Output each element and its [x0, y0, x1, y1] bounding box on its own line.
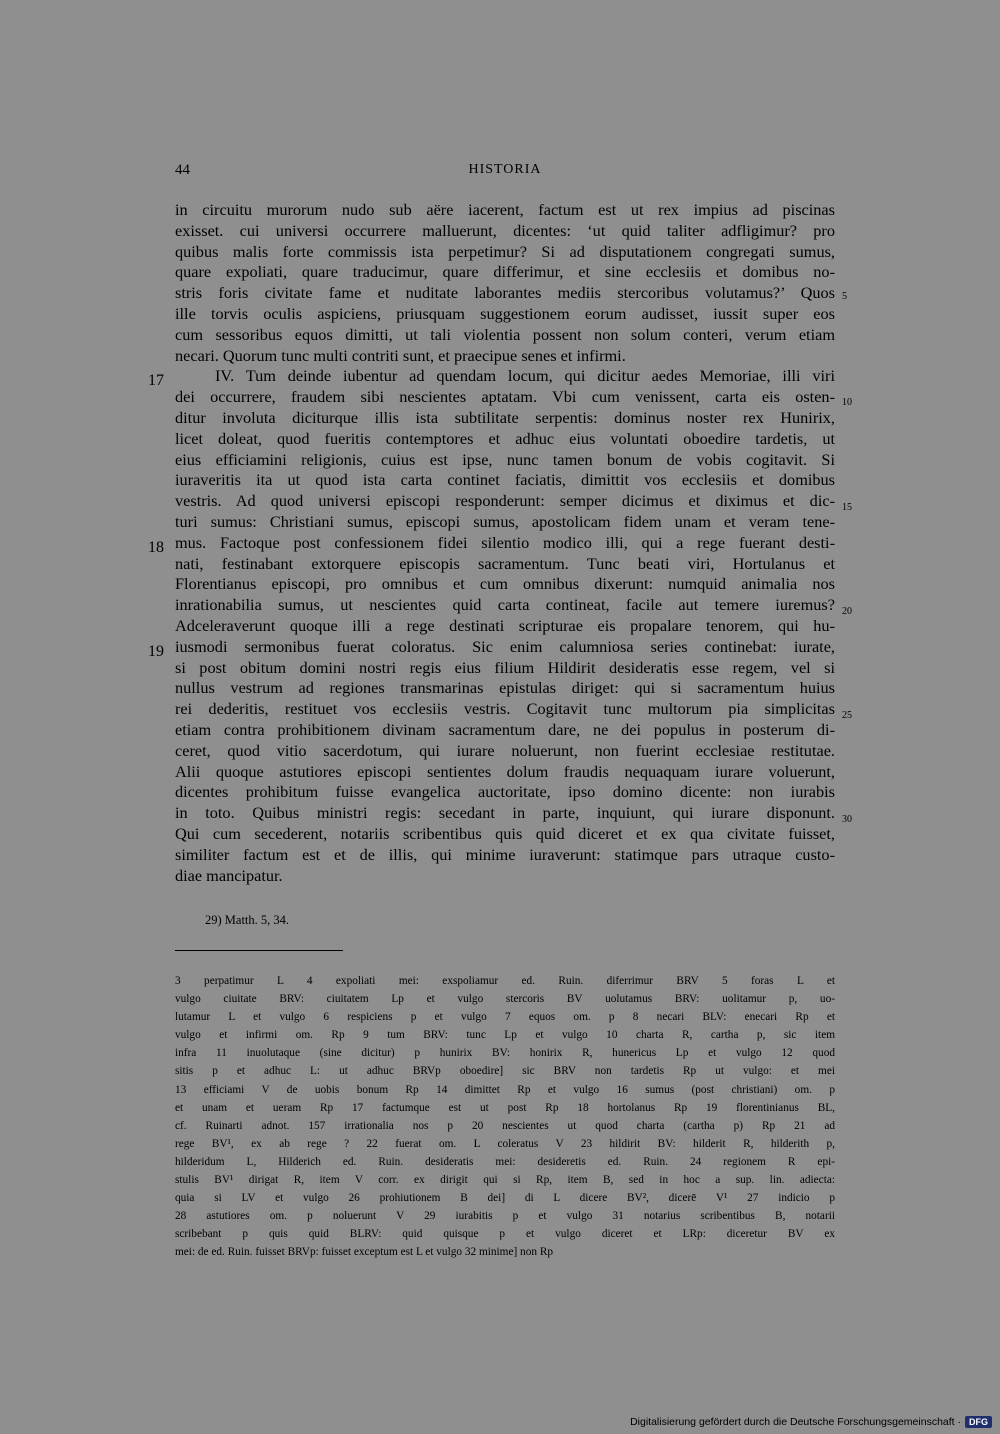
- running-title: HISTORIA: [468, 162, 542, 177]
- page-number: 44: [175, 162, 190, 178]
- chapter-number: 17: [148, 372, 164, 389]
- text-line: Qui cum secederent, notariis scribentibus quis quid diceret et ex qua civitate fuisset,: [175, 823, 835, 843]
- chapter-number: 18: [148, 539, 164, 556]
- text-line: dicentes prohibitum fuisse evangelica auctoritate, ipso domino dicente: non iurabis: [175, 782, 835, 802]
- critical-apparatus: [175, 972, 835, 1262]
- text-line: Florentianus episcopi, pro omnibus et cum omnibus dixerunt: numquid animalia nos: [175, 574, 835, 594]
- apparatus-line: 13 efficiami V de uobis bonum Rp 14 dimittet Rp et vulgo 16 sumus (post christiani) om. p: [175, 1083, 835, 1096]
- text-line: quibus malis forte commissis ista perpetimur? Si ad disputationem congregati sumus,: [175, 241, 835, 261]
- apparatus-line: sitis p et adhuc L: ut adhuc BRVp oboedire] sic BRV non tardetis Rp ut vulgo: et mei: [175, 1065, 835, 1078]
- apparatus-line: rege BV¹, ex ab rege ? 22 fuerat om. L coleratus V 23 hildirit BV: hilderit R, hilderith p,: [175, 1137, 835, 1150]
- text-line: in toto. Quibus ministri regis: secedant in parte, inquiunt, qui iurare disponunt.: [175, 803, 835, 823]
- text-line: nullus vestrum ad regiones transmarinas epistulas diriget: qui si sacramentum huius: [175, 678, 835, 698]
- text-line: Adceleraverunt quoque illi a rege destinati scripturae eis propalare tenorem, qui hu-: [175, 615, 835, 635]
- line-number: 25: [842, 710, 852, 721]
- apparatus-line: mei: de ed. Ruin. fuisset BRVp: fuisset exceptum est L et vulgo 32 minime] non Rp: [175, 1246, 554, 1259]
- apparatus-line: scribebant p quis quid BLRV: quid quisque p et vulgo diceret et LRp: diceretur BV ex: [175, 1228, 835, 1241]
- line-number: 30: [842, 814, 852, 825]
- text-line: diae mancipatur.: [175, 865, 283, 885]
- apparatus-line: vulgo ciuitate BRV: ciuitatem Lp et vulgo stercoris BV uolutamus BRV: uolitamur p, uo-: [175, 993, 835, 1006]
- text-line: iusmodi sermonibus fuerat coloratus. Sic enim calumniosa series continebat: iurate,: [175, 636, 835, 656]
- text-line: rei dederitis, restituet vos ecclesiis vestris. Cogitavit tunc multorum pia simplicitas: [175, 699, 835, 719]
- text-line: eius efficiamini religionis, cuius est ipse, nunc tamen bonum de vobis cogitavit. Si: [175, 449, 835, 469]
- text-line: etiam contra prohibitionem divinam sacramentum dare, ne dei populus in posterum di-: [175, 719, 835, 739]
- text-line: exisset. cui universi occurrere malluerunt, dicentes: ‘ut quid taliter adfligimur? pro: [175, 220, 835, 240]
- apparatus-line: cf. Ruinarti adnot. 157 irrationalia nos p 20 nescientes ut quod charta (cartha p) Rp 21 ad: [175, 1119, 835, 1132]
- text-line: IV. Tum deinde iubentur ad quendam locum, qui dicitur aedes Memoriae, illi viri: [215, 366, 835, 386]
- text-line: stris foris civitate fame et nuditate laborantes mediis stercoribus volutamus?’ Quos: [175, 283, 835, 303]
- text-line: turi sumus: Christiani sumus, episcopi sumus, apostolicam fidem unam et veram tene-: [175, 511, 835, 531]
- text-line: vestris. Ad quod universi episcopi responderunt: semper dicimus et diximus et dic-: [175, 491, 835, 511]
- footer-text: Digitalisierung gefördert durch die Deutsche Forschungsgemeinschaft ·: [630, 1416, 961, 1428]
- footnote-rule: [175, 950, 343, 951]
- text-line: nati, festinabant extorquere episcopis sacramentum. Tunc beati viri, Hortulanus et: [175, 553, 835, 573]
- line-number: 10: [842, 397, 852, 408]
- chapter-number: 19: [148, 643, 164, 660]
- text-line: ille torvis oculis aspiciens, priusquam suggestionem eorum audisset, iussit super eos: [175, 303, 835, 323]
- apparatus-line: vulgo et infirmi om. Rp 9 tum BRV: tunc Lp et vulgo 10 charta R, cartha p, sic item: [175, 1029, 835, 1042]
- line-number: 20: [842, 606, 852, 617]
- text-line: similiter factum est et de illis, qui minime iuraverunt: statimque pars utraque custo-: [175, 844, 835, 864]
- main-text: [175, 200, 835, 886]
- text-line: inrationabilia sumus, ut nescientes quid carta contineat, facile aut temere iuremus?: [175, 595, 835, 615]
- footer-credit: [630, 1416, 992, 1428]
- page-header: [175, 162, 835, 182]
- text-line: Alii quoque astutiores episcopi sentientes dolum fraudis nequaquam iurare voluerunt,: [175, 761, 835, 781]
- dfg-logo: DFG: [965, 1416, 992, 1428]
- text-line: dei occurrere, fraudem sibi nescientes aptatam. Vbi cum venissent, carta eis osten-: [175, 387, 835, 407]
- apparatus-line: quia si LV et vulgo 26 prohiutionem B dei] di L dicere BV², dicerē V¹ 27 indicio p: [175, 1192, 835, 1205]
- text-line: cum sessoribus equos dimitti, ut tali violentia possent non solum conteri, verum etiam: [175, 324, 835, 344]
- apparatus-line: 28 astutiores om. p noluerunt V 29 iurabitis p et vulgo 31 notarius scribentibus B, notarii: [175, 1210, 835, 1223]
- text-line: necari. Quorum tunc multi contriti sunt, et praecipue senes et infirmi.: [175, 345, 626, 365]
- text-line: si post obitum domini nostri regis eius filium Hildirit desideratis esse regem, vel si: [175, 657, 835, 677]
- apparatus-line: et unam et ueram Rp 17 factumque est ut post Rp 18 hortolanus Rp 19 florentinianus BL,: [175, 1101, 835, 1114]
- text-line: iuraveritis ita ut quod ista carta continet faciatis, dimittit vos ecclesiis et domibus: [175, 470, 835, 490]
- apparatus-line: hilderidum L, Hilderich ed. Ruin. desideratis mei: desideretis ed. Ruin. 24 regionem R epi-: [175, 1155, 835, 1168]
- apparatus-line: 3 perpatimur L 4 expoliati mei: exspoliamur ed. Ruin. diferrimur BRV 5 foras L et: [175, 975, 835, 987]
- line-number: 5: [842, 291, 847, 302]
- apparatus-line: infra 11 inuolutaque (sine dicitur) p hunirix BV: honirix R, hunericus Lp et vulgo 12 quod: [175, 1047, 835, 1060]
- text-line: licet doleat, quod fueritis contemptores et adhuc eius voluntati oboedire tardetis, ut: [175, 428, 835, 448]
- apparatus-line: lutamur L et vulgo 6 respiciens p et vulgo 7 equos om. p 8 necari BLV: enecari Rp et: [175, 1011, 835, 1024]
- text-line: mus. Factoque post confessionem fidei silentio modico illi, qui a rege fuerant desti-: [175, 532, 835, 552]
- footnote: 29) Matth. 5, 34.: [205, 913, 290, 927]
- text-line: quare expoliati, quare traducimur, quare differimur, et sine ecclesiis et domibus no-: [175, 262, 835, 282]
- line-number: 15: [842, 502, 852, 513]
- text-line: ceret, quod vitio sacerdotum, qui iurare noluerunt, non fuerint ecclesiae restitutae.: [175, 740, 835, 760]
- apparatus-line: stulis BV¹ dirigat R, item V corr. ex dirigit qui si Rp, item B, sed in hoc a sup. lin. adiecta:: [175, 1174, 835, 1187]
- text-line: in circuitu murorum nudo sub aëre iacerent, factum est ut rex impius ad piscinas: [175, 200, 835, 219]
- text-line: ditur involuta diciturque illis ista subtilitate serpentis: dominus noster rex Hunirix,: [175, 407, 835, 427]
